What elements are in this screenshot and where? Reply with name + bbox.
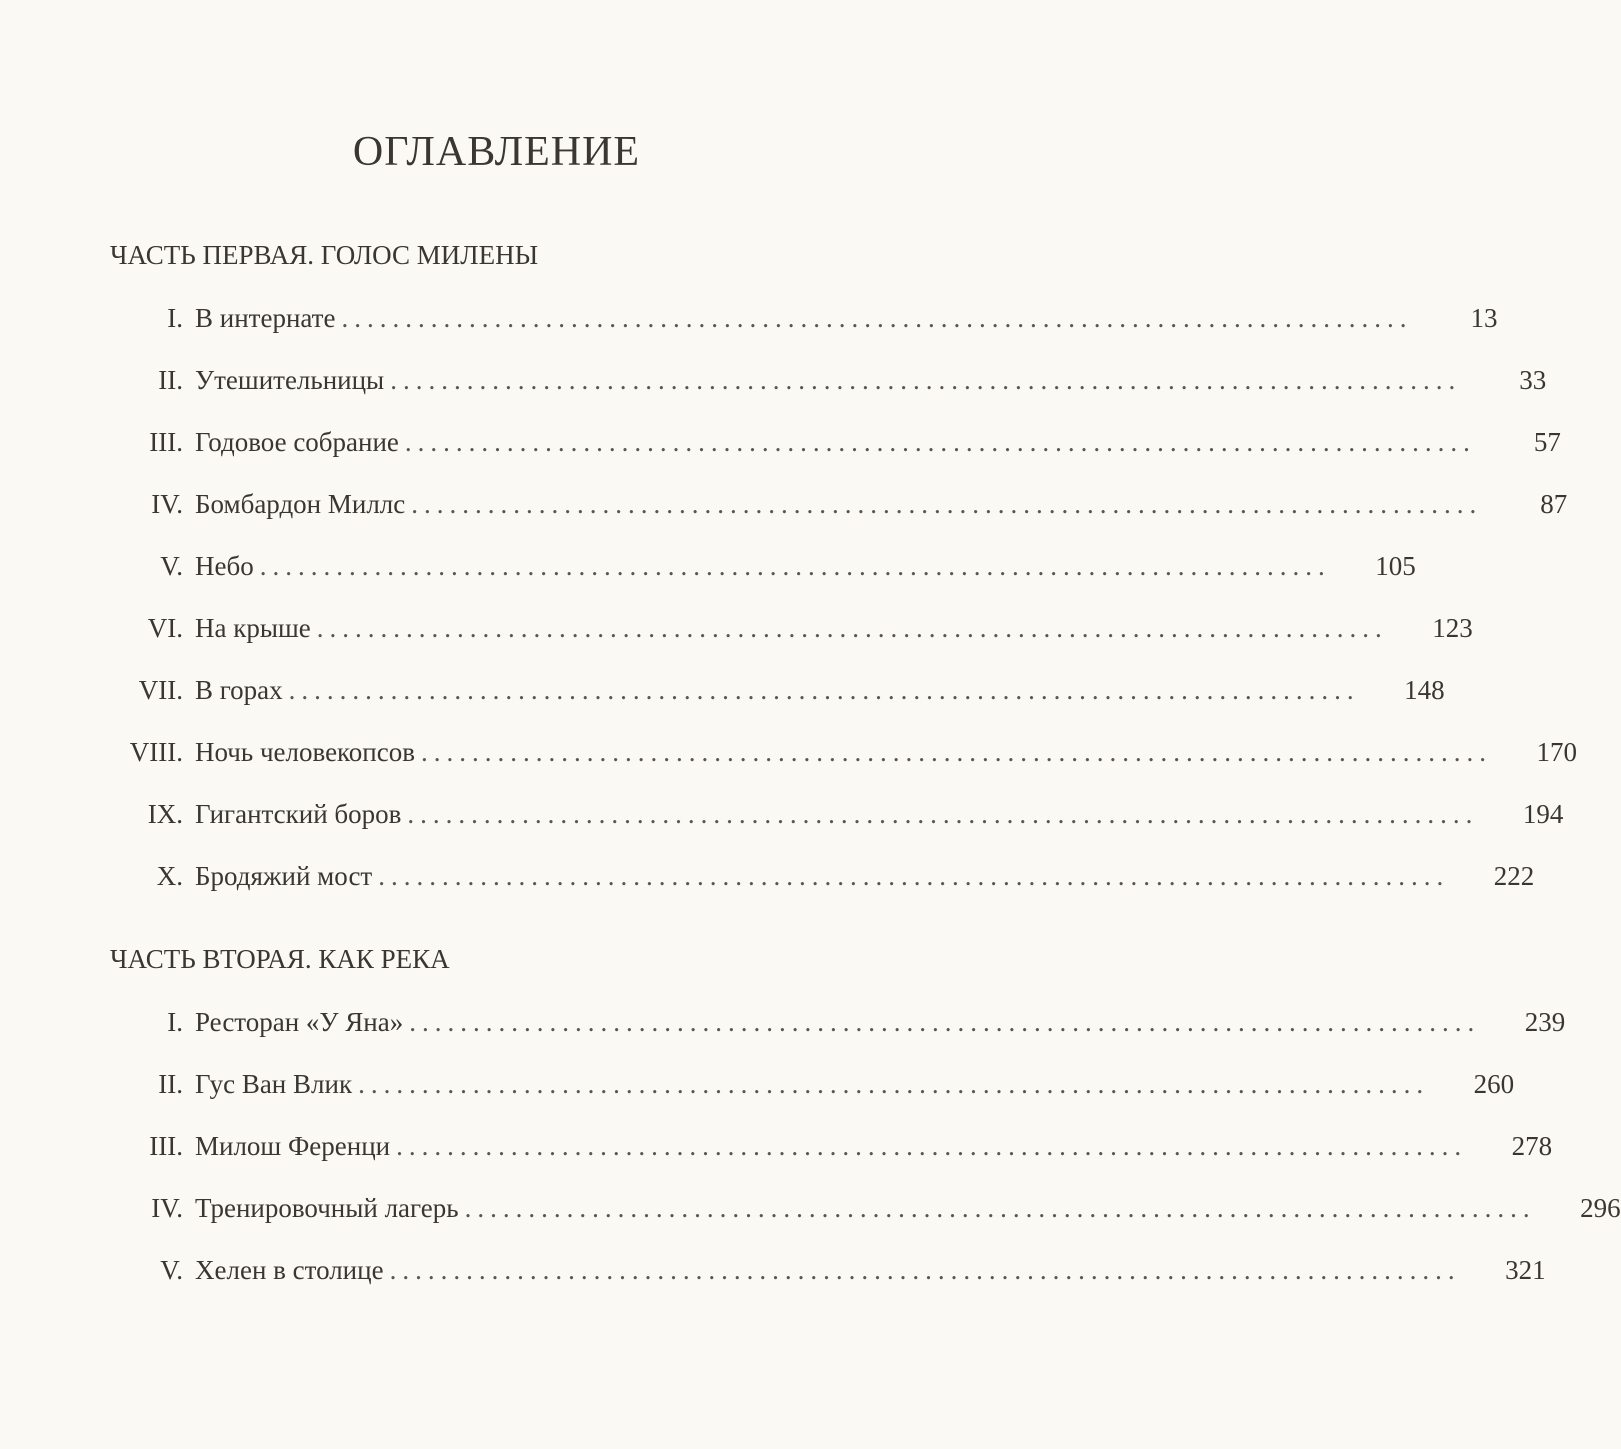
- dot-leader: ....................................................................................: [396, 1131, 1468, 1161]
- chapter-title: Бомбардон Миллс: [195, 489, 406, 519]
- chapter-number: IV.: [151, 1193, 183, 1223]
- chapter-title: Милош Ференци: [195, 1131, 391, 1161]
- chapter-title: Утешительницы: [195, 365, 385, 395]
- toc-entry[interactable]: [110, 546, 1416, 608]
- chapter-title: Ресторан «У Яна»: [195, 1007, 404, 1037]
- chapter-number: IX.: [147, 799, 183, 829]
- toc-entry[interactable]: [110, 484, 1568, 546]
- toc-entry[interactable]: [110, 422, 1561, 484]
- chapter-number: III.: [149, 427, 183, 457]
- chapter-number: IV.: [151, 489, 183, 519]
- chapter-title: Небо: [195, 551, 254, 581]
- toc-entry[interactable]: [110, 1250, 1546, 1312]
- chapter-title: На крыше: [195, 613, 311, 643]
- part-2-chapter-list: [110, 1002, 1621, 1312]
- page-number: 260: [1473, 1069, 1515, 1099]
- chapter-number: II.: [158, 1069, 183, 1099]
- page-number: 148: [1404, 675, 1445, 705]
- toc-entry[interactable]: [110, 298, 1498, 360]
- dot-leader: ....................................................................................: [390, 365, 1462, 395]
- dot-leader: ....................................................................................: [341, 303, 1413, 333]
- chapter-number: V.: [160, 1255, 183, 1285]
- chapter-title: Годовое собрание: [195, 427, 399, 457]
- chapter-title: Тренировочный лагерь: [195, 1193, 459, 1223]
- toc-entry[interactable]: [110, 732, 1577, 794]
- toc-entry[interactable]: [110, 360, 1547, 422]
- toc-entry[interactable]: [110, 856, 1535, 918]
- dot-leader: ....................................................................................: [420, 737, 1492, 767]
- dot-leader: ....................................................................................: [409, 1007, 1481, 1037]
- page-number: 222: [1493, 861, 1535, 891]
- chapter-number: I.: [167, 303, 183, 333]
- chapter-title: Хелен в столице: [195, 1255, 384, 1285]
- chapter-number: II.: [158, 365, 183, 395]
- dot-leader: ....................................................................................: [358, 1069, 1430, 1099]
- toc-entry[interactable]: [110, 1002, 1566, 1064]
- dot-leader: ....................................................................................: [378, 861, 1450, 891]
- page-title: ОГЛАВЛЕНИЕ: [352, 129, 641, 175]
- page-number: 194: [1522, 799, 1564, 829]
- dot-leader: ....................................................................................: [407, 799, 1479, 829]
- dot-leader: ....................................................................................: [288, 675, 1360, 705]
- dot-leader: ....................................................................................: [316, 613, 1388, 643]
- part-1-chapter-list: [110, 298, 1577, 918]
- chapter-title: Ночь человекопсов: [195, 737, 415, 767]
- toc-entry[interactable]: [110, 1064, 1515, 1126]
- page-number: 278: [1511, 1131, 1553, 1161]
- page-number: 57: [1533, 427, 1561, 457]
- toc-entry[interactable]: [110, 670, 1445, 732]
- page-number: 239: [1524, 1007, 1566, 1037]
- toc-entry[interactable]: [110, 1126, 1553, 1188]
- chapter-number: V.: [160, 551, 183, 581]
- dot-leader: ....................................................................................: [404, 427, 1476, 457]
- dot-leader: ....................................................................................: [259, 551, 1331, 581]
- dot-leader: ....................................................................................: [389, 1255, 1461, 1285]
- page-number: 321: [1505, 1255, 1546, 1285]
- dot-leader: ....................................................................................: [464, 1193, 1536, 1223]
- chapter-title: Гус Ван Влик: [195, 1069, 353, 1099]
- part-heading-2: ЧАСТЬ ВТОРАЯ. КАК РЕКА: [110, 944, 450, 974]
- chapter-title: В интернате: [195, 303, 336, 333]
- page-number: 33: [1519, 365, 1547, 395]
- chapter-number: III.: [149, 1131, 183, 1161]
- toc-entry[interactable]: [110, 794, 1564, 856]
- chapter-number: VII.: [138, 675, 183, 705]
- dot-leader: ....................................................................................: [411, 489, 1483, 519]
- chapter-number: X.: [156, 861, 183, 891]
- page-number: 13: [1470, 303, 1498, 333]
- page-number: 87: [1540, 489, 1568, 519]
- page-number: 296: [1580, 1193, 1621, 1223]
- page-number: 123: [1432, 613, 1473, 643]
- part-heading-1: ЧАСТЬ ПЕРВАЯ. ГОЛОС МИЛЕНЫ: [110, 240, 539, 270]
- chapter-number: VI.: [147, 613, 183, 643]
- page-number: 170: [1536, 737, 1577, 767]
- chapter-title: Гигантский боров: [195, 799, 402, 829]
- toc-entry[interactable]: [110, 608, 1473, 670]
- toc-entry[interactable]: [110, 1188, 1621, 1250]
- chapter-title: В горах: [195, 675, 283, 705]
- chapter-number: VIII.: [129, 737, 183, 767]
- page-number: 105: [1375, 551, 1416, 581]
- chapter-title: Бродяжий мост: [195, 861, 373, 891]
- chapter-number: I.: [167, 1007, 183, 1037]
